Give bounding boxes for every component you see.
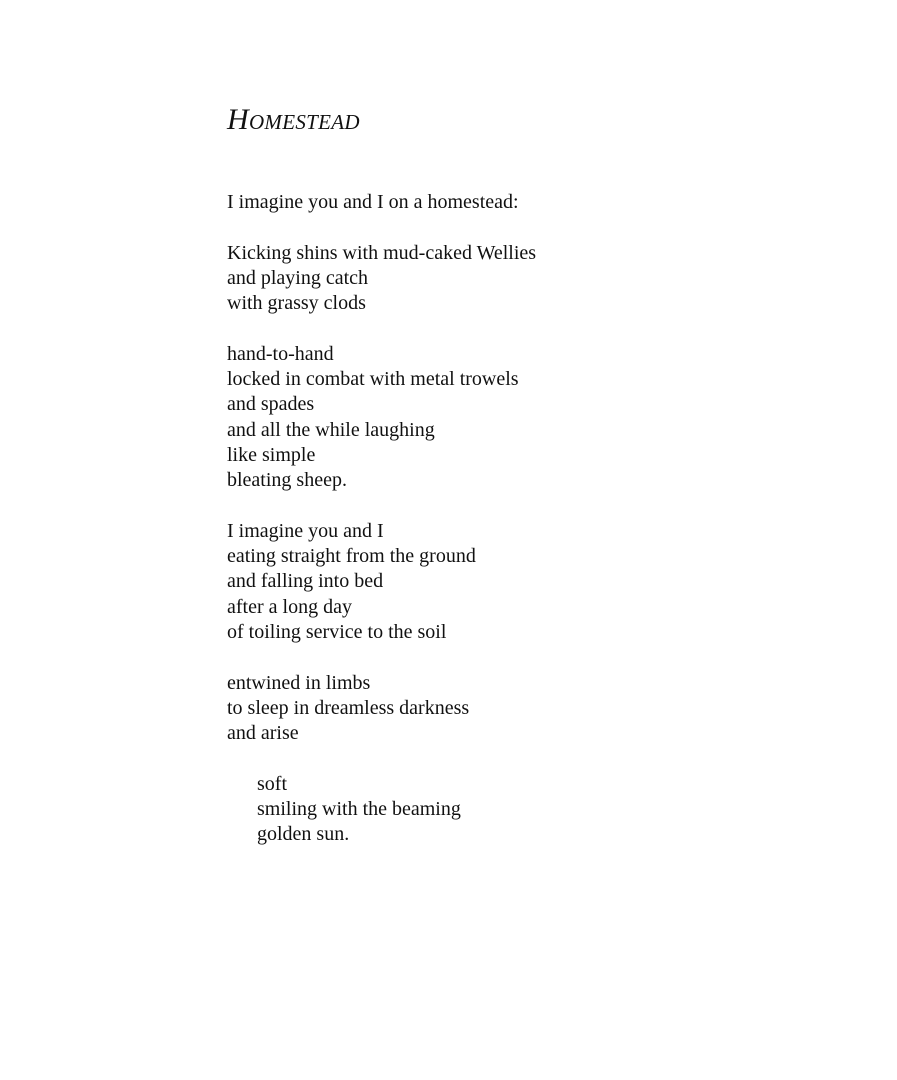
stanza: [227, 671, 827, 747]
stanza: [227, 190, 827, 215]
poem-line: Kicking shins with mud-caked Wellies: [227, 241, 537, 264]
poem-line: and spades: [227, 393, 315, 416]
stanza: [227, 342, 827, 494]
poem-body: [227, 190, 827, 873]
poem-line: to sleep in dreamless darkness: [227, 696, 470, 719]
poem-line: like simple: [227, 443, 316, 466]
poem-line: after a long day: [227, 595, 352, 618]
poem-line: and arise: [227, 722, 299, 745]
poem-line: and falling into bed: [227, 570, 384, 593]
poem-line: I imagine you and I: [227, 519, 384, 542]
poem-title: Homestead: [227, 103, 360, 136]
poem-page: [227, 100, 827, 846]
poem-line: with grassy clods: [227, 292, 366, 315]
poem-line: soft: [257, 772, 287, 795]
stanza: [227, 772, 827, 848]
poem-line: locked in combat with metal trowels: [227, 368, 519, 391]
stanza: [227, 519, 827, 645]
poem-line: I imagine you and I on a homestead:: [227, 191, 519, 213]
poem-line: and playing catch: [227, 266, 369, 289]
poem-line: entwined in limbs: [227, 671, 371, 694]
poem-line: eating straight from the ground: [227, 545, 476, 568]
poem-line: bleating sheep.: [227, 469, 347, 492]
poem-line: golden sun.: [257, 823, 350, 846]
poem-line: of toiling service to the soil: [227, 621, 447, 644]
poem-line: hand-to-hand: [227, 342, 334, 365]
stanza: [227, 241, 827, 317]
poem-line: and all the while laughing: [227, 418, 435, 441]
poem-line: smiling with the beaming: [257, 798, 461, 821]
